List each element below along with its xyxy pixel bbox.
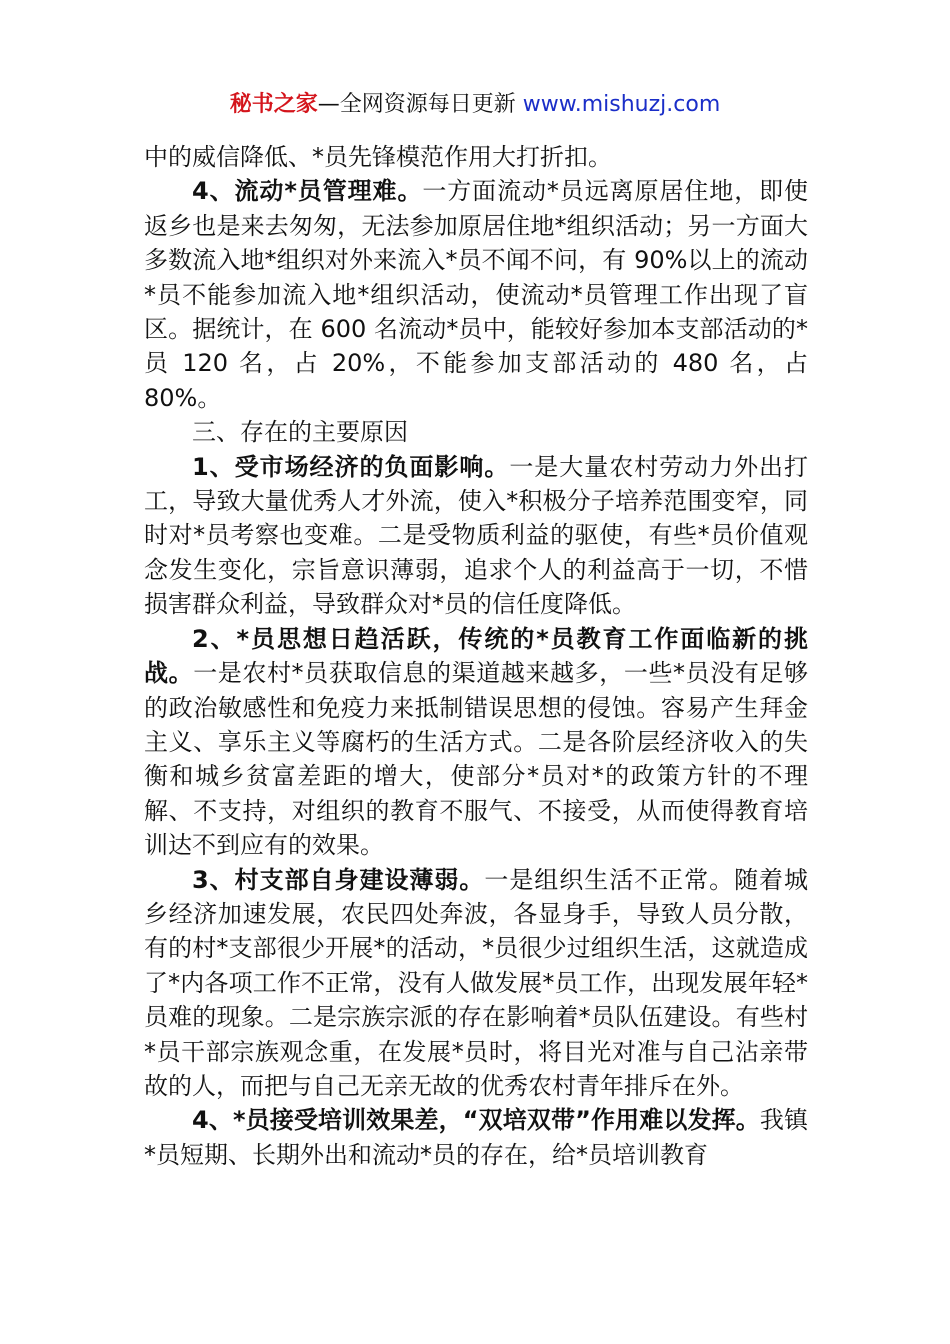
site-url-link[interactable]: www.mishuzj.com xyxy=(522,92,721,117)
paragraph-text: 一是组织生活不正常。随着城乡经济加速发展，农民四处奔波，各显身手，导致人员分散，有的村*支部很少开展*的活动，*员很少过组织生活，这就造成了*内各项工作不正常，没有人做发展*员工作，出现发展年轻*员难的现象。二是宗族宗派的存在影响着*员队伍建设。有些村*员干部宗族观念重，在发展*员时，将目光对准与自己沾亲带故的人，而把与自己无亲无故的优秀农村青年排斥在外。 xyxy=(144,865,809,1100)
paragraph xyxy=(144,174,808,415)
paragraph-heading: 3、村支部自身建设薄弱。 xyxy=(192,865,485,894)
paragraph xyxy=(144,622,808,863)
header-dash: — xyxy=(317,92,340,117)
paragraph-heading: 4、流动*员管理难。 xyxy=(192,177,423,206)
header-slogan: 全网资源每日更新 xyxy=(339,92,523,117)
section-heading xyxy=(144,415,808,449)
paragraph-text: 一是农村*员获取信息的渠道越来越多，一些*员没有足够的政治敏感性和免疫力来抵制错误思想的侵蚀。容易产生拜金主义、享乐主义等腐朽的生活方式。二是各阶层经济收入的失衡和城乡贫富差距的增大，使部分*员对*的政策方针的不理解、不支持，对组织的教育不服气、不接受，从而使得教育培训达不到应有的效果。 xyxy=(144,659,809,860)
document-body xyxy=(144,140,808,1172)
paragraph-heading: 4、*员接受培训效果差，“双培双带”作用难以发挥。 xyxy=(192,1106,760,1135)
site-header xyxy=(0,88,950,122)
section-heading-text: 三、存在的主要原因 xyxy=(192,418,408,447)
site-brand: 秘书之家 xyxy=(229,92,318,117)
paragraph-text: 一方面流动*员远离原居住地，即使返乡也是来去匆匆，无法参加原居住地*组织活动；另一方面大多数流入地*组织对外来流入*员不闻不问，有 90%以上的流动*员不能参加流入地*组织活动，使流动*员管理工作出现了盲区。据统计，在 600 名流动*员中，能较好参加本支部活动的*员 120 名，占 20%，不能参加支部活动的 480 名，占 80%。 xyxy=(144,177,809,412)
paragraph xyxy=(144,140,808,174)
paragraph-heading: 2、*员思想日趋活跃，传统的*员教育工作面临新的挑战。 xyxy=(144,624,808,688)
paragraph-text: 我镇*员短期、长期外出和流动*员的存在，给*员培训教育 xyxy=(144,1106,808,1169)
paragraph-text: 一是大量农村劳动力外出打工，导致大量优秀人才外流，使入*积极分子培养范围变窄，同时对*员考察也变难。二是受物质利益的驱使，有些*员价值观念发生变化，宗旨意识薄弱，追求个人的利益高于一切，不惜损害群众利益，导致群众对*员的信任度降低。 xyxy=(144,452,809,619)
paragraph xyxy=(144,863,808,1104)
paragraph xyxy=(144,1103,808,1172)
paragraph xyxy=(144,450,808,622)
paragraph-heading: 1、受市场经济的负面影响。 xyxy=(192,452,510,481)
paragraph-text: 中的威信降低、*员先锋模范作用大打折扣。 xyxy=(144,143,612,171)
